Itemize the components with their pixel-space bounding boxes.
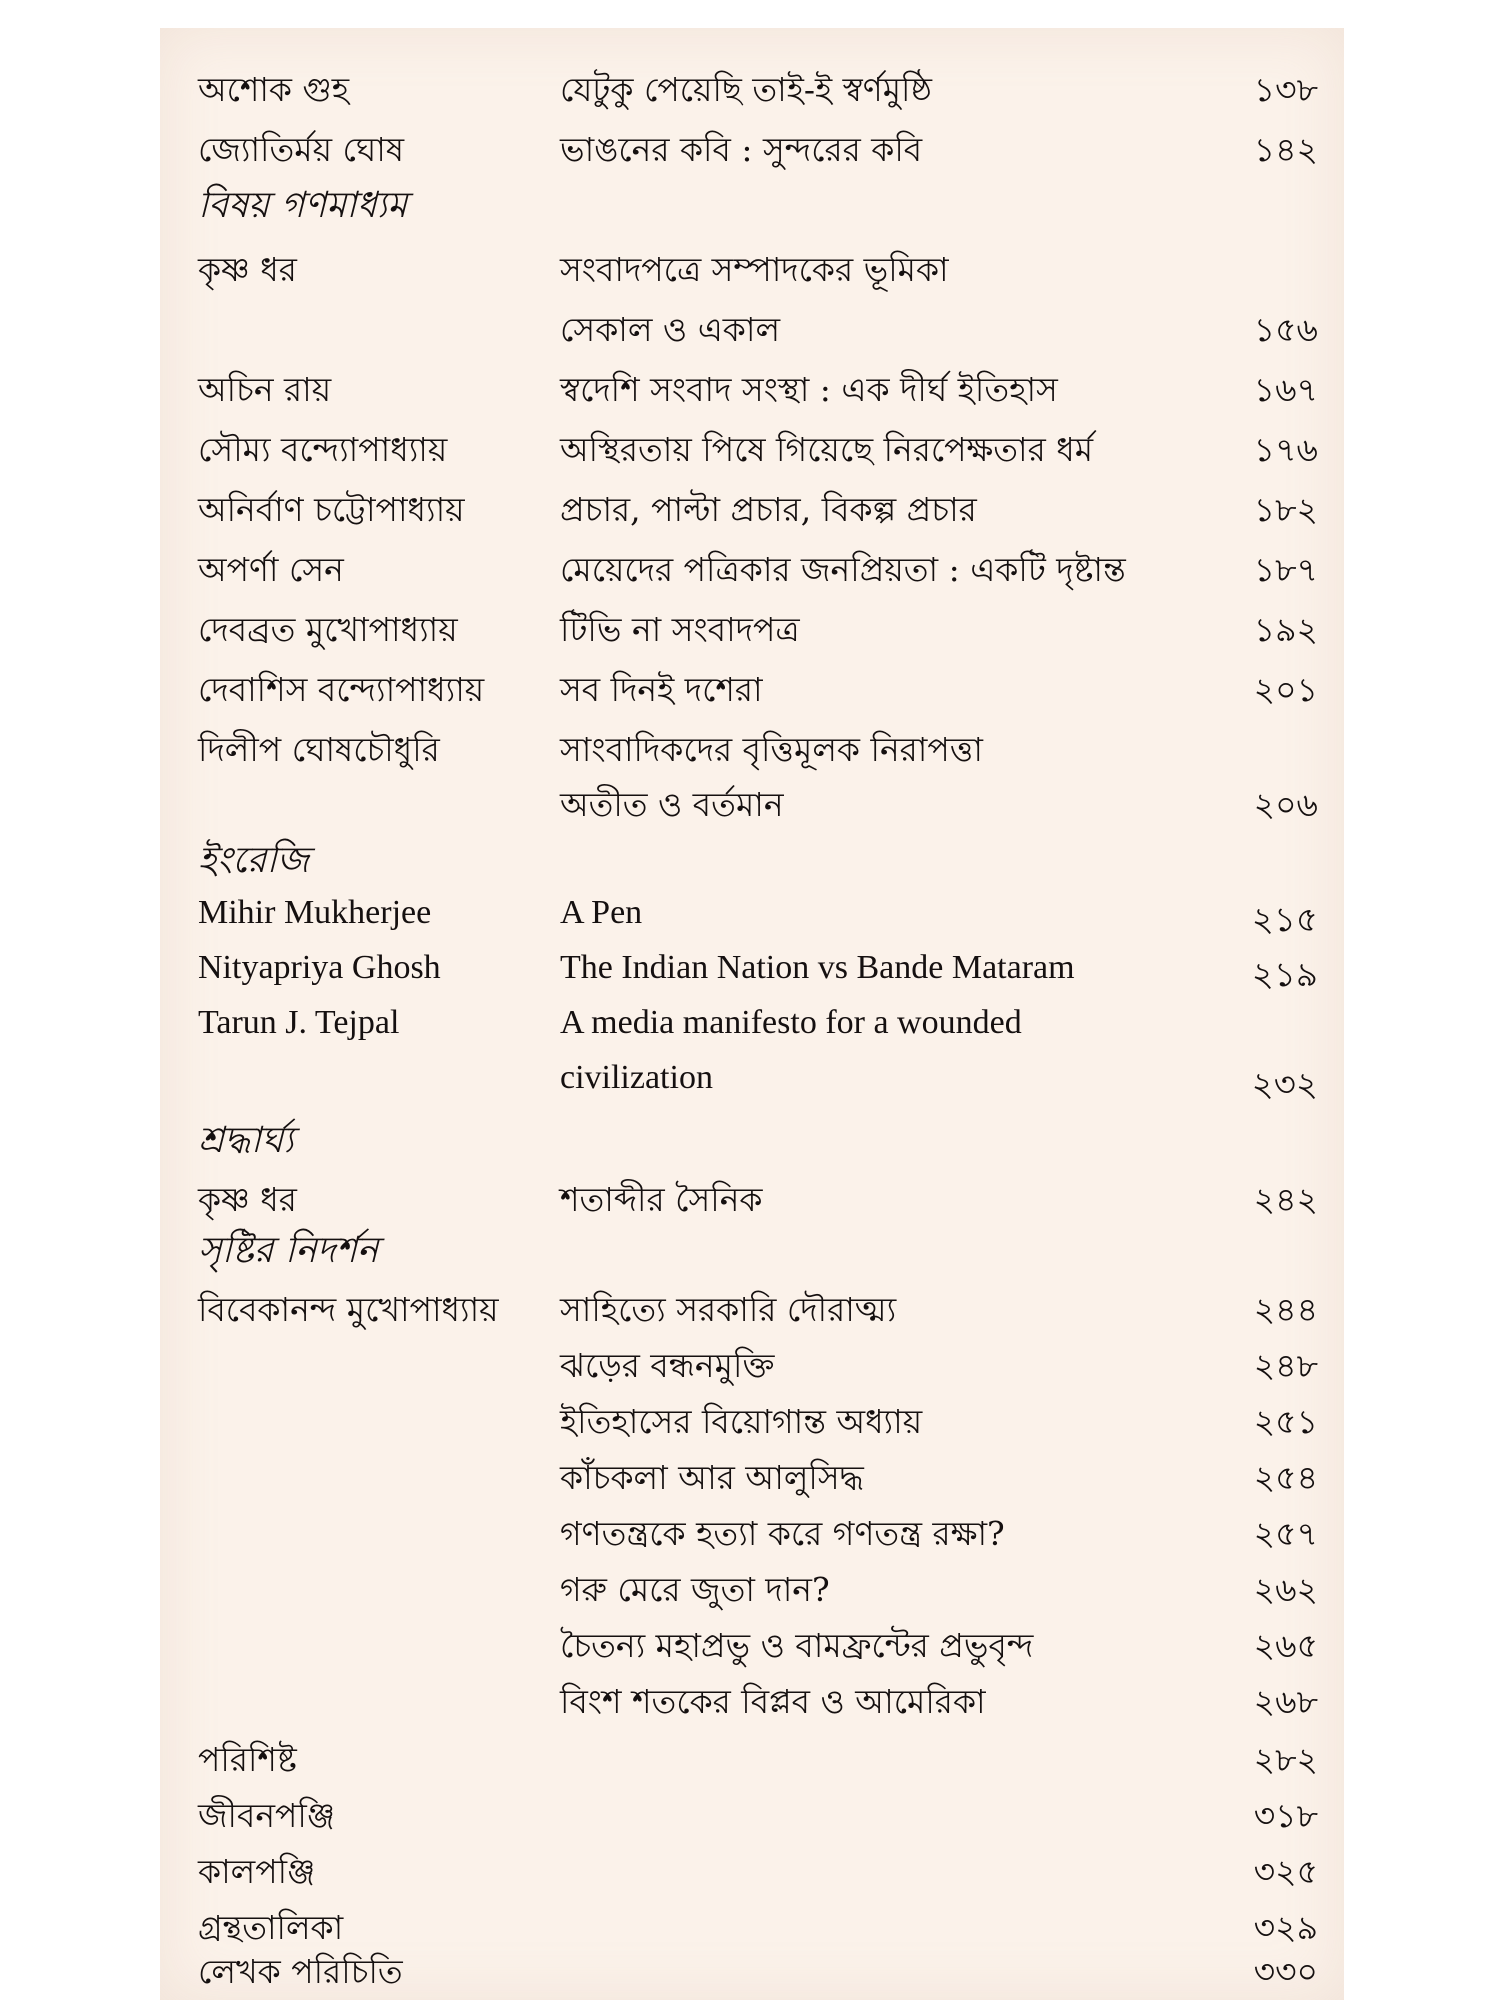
toc-author: দেবব্রত মুখোপাধ্যায়: [198, 610, 458, 649]
toc-row: [160, 1784, 1344, 1844]
toc-title: সাংবাদিকদের বৃত্তিমূলক নিরাপত্তা: [560, 730, 983, 769]
toc-author: দেবাশিস বন্দ্যোপাধ্যায়: [198, 670, 485, 709]
toc-title: বিংশ শতকের বিপ্লব ও আমেরিকা: [560, 1682, 986, 1721]
toc-page-number: ২৫১: [1253, 1402, 1318, 1441]
toc-page-number: ২৩২: [1251, 1067, 1318, 1104]
toc-row: [160, 1278, 1344, 1338]
toc-title: মেয়েদের পত্রিকার জনপ্রিয়তা : একটি দৃষ্টান্ত: [560, 550, 1126, 589]
toc-author: অপর্ণা সেন: [198, 550, 344, 589]
toc-author: সৌম্য বন্দ্যোপাধ্যায়: [198, 430, 448, 469]
toc-title: শতাব্দীর সৈনিক: [560, 1180, 763, 1219]
toc-title: স্বদেশি সংবাদ সংস্থা : এক দীর্ঘ ইতিহাস: [560, 370, 1058, 409]
toc-title: সব দিনই দশেরা: [560, 670, 763, 709]
toc-title: ঝড়ের বন্ধনমুক্তি: [560, 1346, 775, 1385]
toc-row: [160, 1390, 1344, 1450]
toc-page-number: ১৮২: [1253, 490, 1318, 529]
toc-author: Nityapriya Ghosh: [198, 949, 441, 986]
section-heading-english: ইংরেজি: [198, 840, 309, 881]
toc-title: সেকাল ও একাল: [560, 310, 781, 349]
toc-row: [160, 118, 1344, 178]
toc-row: [160, 238, 1344, 298]
toc-author: দিলীপ ঘোষচৌধুরি: [198, 730, 440, 769]
toc-row: [160, 1728, 1344, 1788]
toc-title: A media manifesto for a wounded: [560, 1004, 1022, 1041]
toc-row: [160, 1840, 1344, 1900]
toc-title: গণতন্ত্রকে হত্যা করে গণতন্ত্র রক্ষা?: [560, 1514, 1005, 1553]
toc-author: জ্যোতির্ময় ঘোষ: [198, 130, 405, 169]
toc-author: Tarun J. Tejpal: [198, 1004, 400, 1041]
toc-page-number: ২৬৮: [1253, 1682, 1318, 1721]
section-heading-creation: সৃষ্টির নিদর্শন: [198, 1230, 379, 1271]
toc-page-number: ১৭৬: [1253, 430, 1318, 469]
toc-page-number: ২৬২: [1253, 1570, 1318, 1609]
toc-page-number: ২৪২: [1253, 1180, 1318, 1219]
toc-row: [160, 478, 1344, 538]
toc-row: [160, 598, 1344, 658]
toc-author: বিবেকানন্দ মুখোপাধ্যায়: [198, 1290, 499, 1329]
toc-page-number: ৩২৫: [1253, 1852, 1318, 1891]
toc-page-number: ২১৯: [1251, 957, 1318, 994]
toc-title: সংবাদপত্রে সম্পাদকের ভূমিকা: [560, 250, 949, 289]
toc-title: গরু মেরে জুতা দান?: [560, 1570, 830, 1609]
toc-page-number: ৩২৯: [1253, 1908, 1318, 1947]
toc-page-number: ১৮৭: [1253, 550, 1318, 589]
toc-row: [160, 718, 1344, 778]
toc-row: [160, 418, 1344, 478]
toc-author: পরিশিষ্ট: [198, 1740, 297, 1779]
toc-page-number: ১৩৮: [1253, 70, 1318, 109]
toc-author: অশোক গুহ: [198, 70, 350, 109]
toc-row: [160, 358, 1344, 418]
toc-row: [160, 1334, 1344, 1394]
toc-page-number: ২৫৭: [1253, 1514, 1318, 1553]
toc-title: চৈতন্য মহাপ্রভু ও বামফ্রন্টের প্রভুবৃন্দ: [560, 1626, 1034, 1665]
toc-title: The Indian Nation vs Bande Mataram: [560, 949, 1075, 986]
toc-author: কালপঞ্জি: [198, 1852, 316, 1891]
toc-title: টিভি না সংবাদপত্র: [560, 610, 800, 649]
toc-row: [160, 943, 1344, 1003]
toc-page-number: ৩১৮: [1253, 1796, 1318, 1835]
toc-page-number: ২১৫: [1251, 902, 1318, 939]
toc-row: [160, 1670, 1344, 1730]
toc-row: [160, 888, 1344, 948]
toc-row: [160, 1940, 1344, 2000]
toc-author: কৃষ্ণ ধর: [198, 250, 297, 289]
toc-page-number: ২৫৪: [1253, 1458, 1318, 1497]
toc-page-number: ২০৬: [1253, 785, 1318, 824]
toc-title: অতীত ও বর্তমান: [560, 785, 784, 824]
toc-title: কাঁচকলা আর আলুসিদ্ধ: [560, 1458, 864, 1497]
toc-title: civilization: [560, 1059, 713, 1096]
toc-row: [160, 1614, 1344, 1674]
section-heading-tribute: শ্রদ্ধার্ঘ্য: [198, 1120, 294, 1161]
toc-row: [160, 773, 1344, 833]
toc-title: অস্থিরতায় পিষে গিয়েছে নিরপেক্ষতার ধর্ম: [560, 430, 1094, 469]
toc-author: অনির্বাণ চট্টোপাধ্যায়: [198, 490, 465, 529]
section-heading-media: বিষয় গণমাধ্যম: [198, 185, 408, 226]
toc-title: A Pen: [560, 894, 643, 931]
toc-row: [160, 1446, 1344, 1506]
toc-author: অচিন রায়: [198, 370, 332, 409]
toc-title: সাহিত্যে সরকারি দৌরাত্ম্য: [560, 1290, 897, 1329]
toc-author: জীবনপঞ্জি: [198, 1796, 336, 1835]
contents-page: [160, 28, 1344, 2000]
toc-page-number: ২৪৪: [1253, 1290, 1318, 1329]
toc-row: [160, 538, 1344, 598]
toc-title: প্রচার, পাল্টা প্রচার, বিকল্প প্রচার: [560, 490, 977, 529]
toc-row: [160, 298, 1344, 358]
toc-row: [160, 1053, 1344, 1113]
toc-page-number: ১৪২: [1253, 130, 1318, 169]
toc-row: [160, 1168, 1344, 1228]
toc-author: লেখক পরিচিতি: [198, 1952, 403, 1991]
toc-page-number: ৩৩০: [1253, 1952, 1318, 1991]
toc-page-number: ২০১: [1253, 670, 1318, 709]
toc-row: [160, 1558, 1344, 1618]
toc-page-number: ১৬৭: [1253, 370, 1318, 409]
toc-title: যেটুকু পেয়েছি তাই-ই স্বর্ণমুষ্ঠি: [560, 70, 932, 109]
toc-author: কৃষ্ণ ধর: [198, 1180, 297, 1219]
toc-title: ইতিহাসের বিয়োগান্ত অধ্যায়: [560, 1402, 923, 1441]
toc-row: [160, 1502, 1344, 1562]
toc-page-number: ১৫৬: [1253, 310, 1318, 349]
toc-author: গ্রন্থতালিকা: [198, 1908, 344, 1947]
toc-row: [160, 58, 1344, 118]
toc-author: Mihir Mukherjee: [198, 894, 432, 931]
toc-page-number: ২৬৫: [1253, 1626, 1318, 1665]
toc-page-number: ১৯২: [1253, 610, 1318, 649]
toc-page-number: ২৪৮: [1253, 1346, 1318, 1385]
toc-row: [160, 658, 1344, 718]
toc-row: [160, 998, 1344, 1058]
toc-page-number: ২৮২: [1253, 1740, 1318, 1779]
toc-title: ভাঙনের কবি : সুন্দরের কবি: [560, 130, 923, 169]
